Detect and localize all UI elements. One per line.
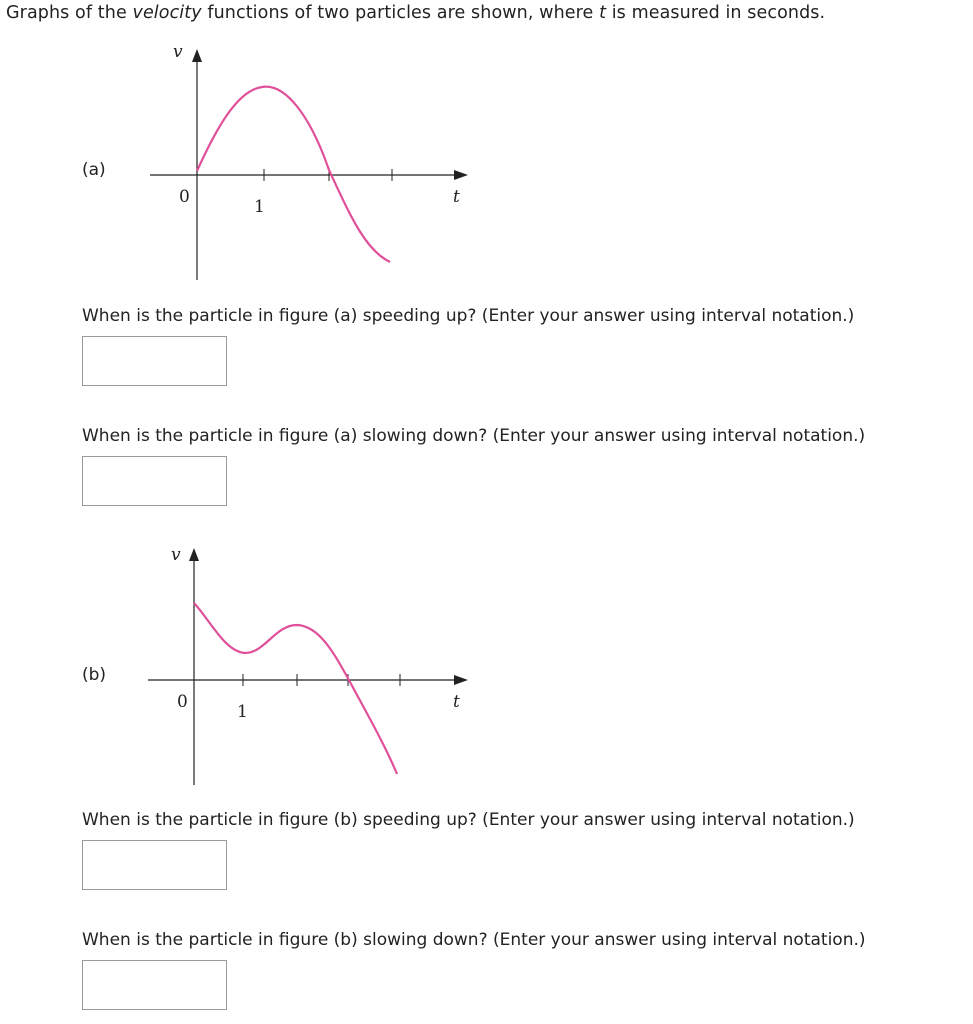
tick-1-label: 1 bbox=[237, 702, 248, 722]
tick-1-label: 1 bbox=[254, 197, 265, 217]
t-axis-arrow bbox=[454, 170, 468, 180]
answer-b-slowing-down-input[interactable] bbox=[82, 960, 227, 1010]
intro-t: t bbox=[599, 3, 607, 23]
intro-prefix: Graphs of the bbox=[6, 3, 133, 23]
intro-suffix: is measured in seconds. bbox=[606, 3, 826, 23]
origin-label: 0 bbox=[179, 187, 190, 207]
question-b-speeding-up: When is the particle in figure (b) speeding up? (Enter your answer using interval notation.) bbox=[82, 810, 855, 830]
velocity-curve-b bbox=[194, 603, 397, 774]
figure-b-label: (b) bbox=[82, 665, 107, 685]
problem-intro bbox=[6, 3, 825, 23]
figure-a-label: (a) bbox=[82, 160, 106, 180]
t-axis-label: t bbox=[453, 692, 460, 712]
velocity-curve-a bbox=[197, 87, 390, 262]
answer-b-speeding-up-input[interactable] bbox=[82, 840, 227, 890]
intro-velocity: velocity bbox=[132, 3, 202, 23]
figure-a-graph bbox=[140, 35, 480, 295]
question-a-slowing-down: When is the particle in figure (a) slowing down? (Enter your answer using interval notation.) bbox=[82, 426, 866, 446]
v-axis-arrow bbox=[192, 49, 202, 62]
t-axis-label: t bbox=[453, 187, 460, 207]
question-a-speeding-up: When is the particle in figure (a) speeding up? (Enter your answer using interval notation.) bbox=[82, 306, 855, 326]
v-axis-label: v bbox=[171, 545, 181, 565]
answer-a-slowing-down-input[interactable] bbox=[82, 456, 227, 506]
t-axis-arrow bbox=[454, 675, 468, 685]
question-b-slowing-down: When is the particle in figure (b) slowing down? (Enter your answer using interval notation.) bbox=[82, 930, 866, 950]
figure-b-graph bbox=[140, 540, 480, 800]
v-axis-arrow bbox=[189, 548, 199, 561]
v-axis-label: v bbox=[173, 42, 183, 62]
answer-a-speeding-up-input[interactable] bbox=[82, 336, 227, 386]
intro-mid: functions of two particles are shown, where bbox=[201, 3, 600, 23]
origin-label: 0 bbox=[177, 692, 188, 712]
